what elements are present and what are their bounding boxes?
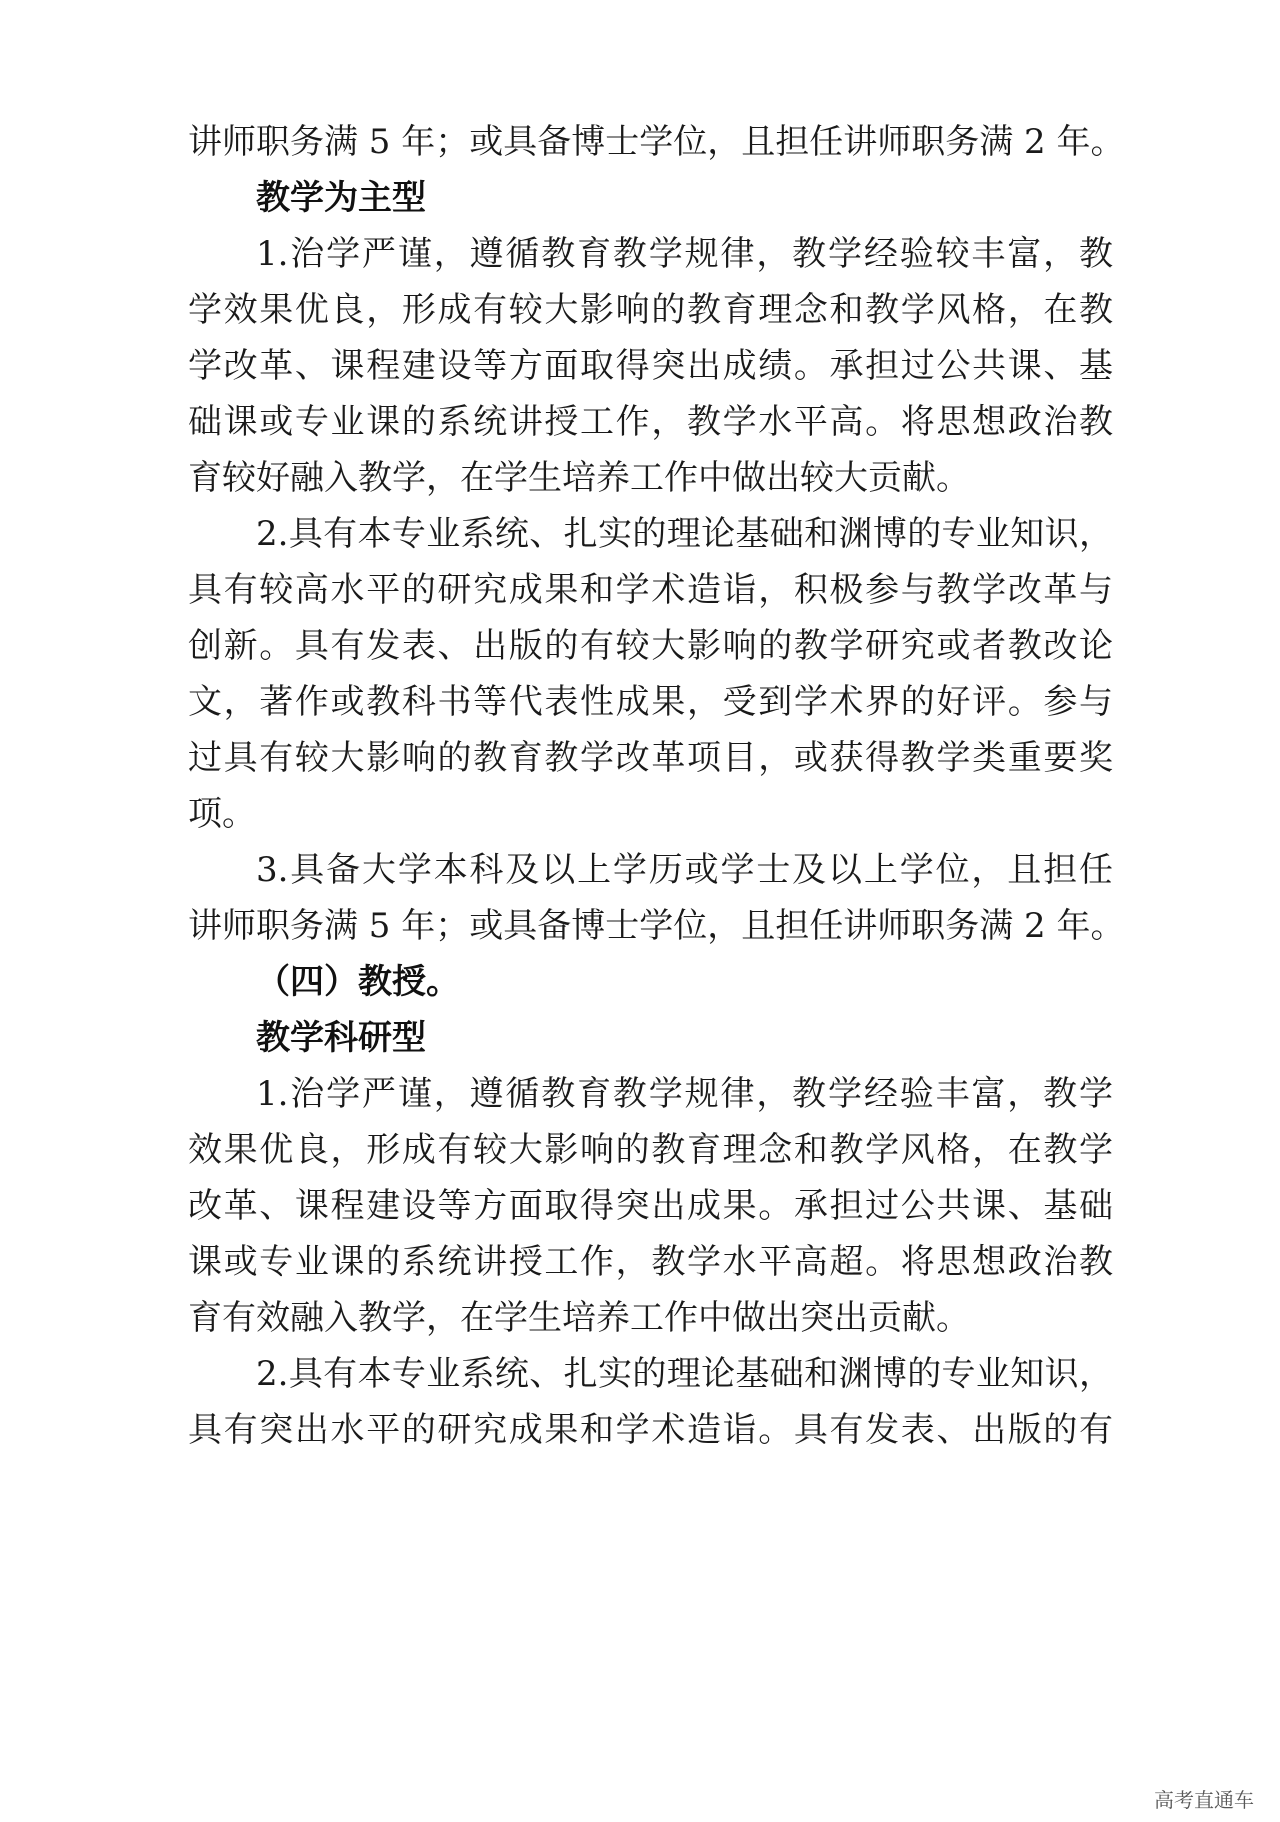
body-text-line: 1.治学严谨，遵循教育教学规律，教学经验较丰富，教: [256, 234, 1113, 274]
subheading-teaching-type: 教学为主型: [256, 178, 426, 218]
body-text-line: 2.具有本专业系统、扎实的理论基础和渊博的专业知识，: [256, 1354, 1113, 1394]
body-text-line: 础课或专业课的系统讲授工作，教学水平高。将思想政治教: [188, 402, 1113, 442]
body-text-line: 学改革、课程建设等方面取得突出成绩。承担过公共课、基: [188, 346, 1113, 386]
body-text-line: 育较好融入教学，在学生培养工作中做出较大贡献。: [188, 458, 970, 498]
body-text-line: 1.治学严谨，遵循教育教学规律，教学经验丰富，教学: [256, 1074, 1113, 1114]
body-text-line: 文，著作或教科书等代表性成果，受到学术界的好评。参与: [188, 682, 1113, 722]
body-text-line: 效果优良，形成有较大影响的教育理念和教学风格，在教学: [188, 1130, 1113, 1170]
body-text-line: 过具有较大影响的教育教学改革项目，或获得教学类重要奖: [188, 738, 1113, 778]
body-text-line: 学效果优良，形成有较大影响的教育理念和教学风格，在教: [188, 290, 1113, 330]
subheading-teaching-research-type: 教学科研型: [256, 1018, 426, 1058]
watermark-logo-text: 高考直通车: [1154, 1788, 1254, 1812]
body-text-line: 创新。具有发表、出版的有较大影响的教学研究或者教改论: [188, 626, 1113, 666]
body-text-line: 2.具有本专业系统、扎实的理论基础和渊博的专业知识，: [256, 514, 1113, 554]
body-text-line: 讲师职务满 5 年；或具备博士学位，且担任讲师职务满 2 年。: [188, 122, 1125, 162]
body-text-line: 讲师职务满 5 年；或具备博士学位，且担任讲师职务满 2 年。: [188, 906, 1125, 946]
body-text-line: 课或专业课的系统讲授工作，教学水平高超。将思想政治教: [188, 1242, 1113, 1282]
body-text-line: 项。: [188, 794, 256, 834]
body-text-line: 具有较高水平的研究成果和学术造诣，积极参与教学改革与: [188, 570, 1113, 610]
body-text-line: 具有突出水平的研究成果和学术造诣。具有发表、出版的有: [188, 1410, 1113, 1450]
body-text-line: 改革、课程建设等方面取得突出成果。承担过公共课、基础: [188, 1186, 1113, 1226]
section-heading-professor: （四）教授。: [256, 962, 460, 1002]
body-text-line: 育有效融入教学，在学生培养工作中做出突出贡献。: [188, 1298, 970, 1338]
body-text-line: 3.具备大学本科及以上学历或学士及以上学位，且担任: [256, 850, 1113, 890]
